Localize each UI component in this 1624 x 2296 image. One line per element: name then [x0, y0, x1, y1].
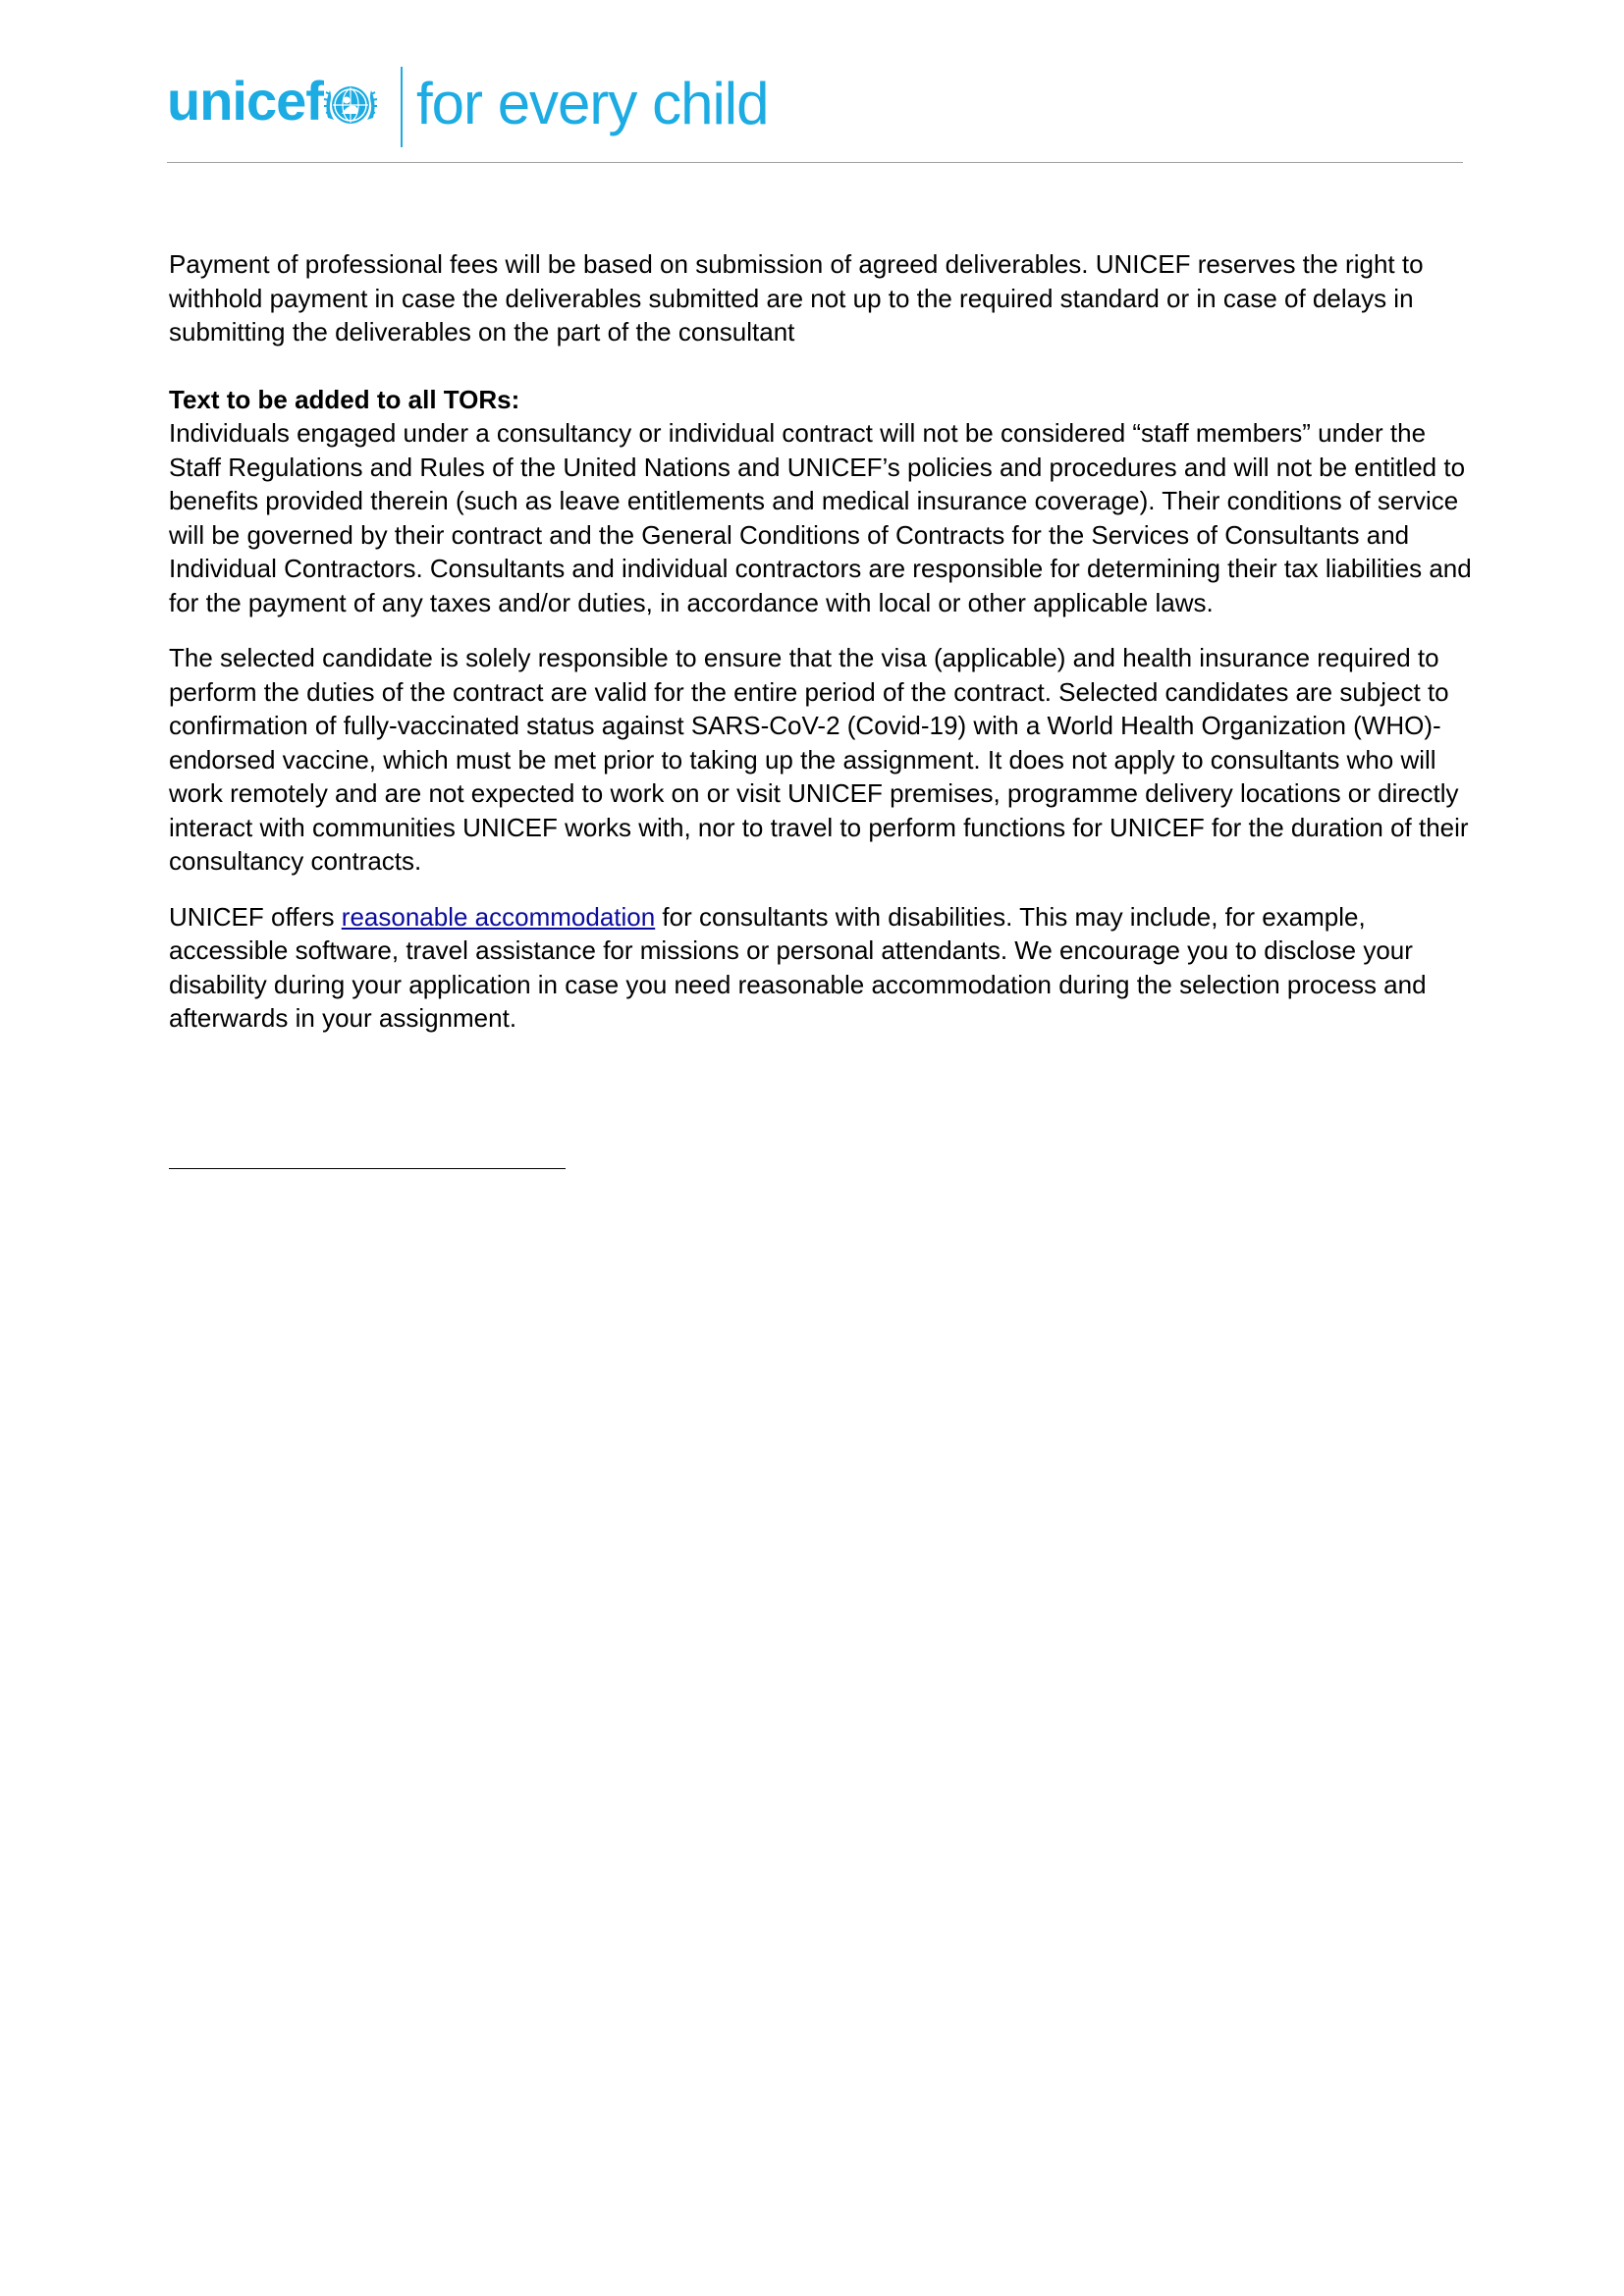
section-heading: Text to be added to all TORs:: [169, 384, 520, 414]
visa-vaccination-paragraph: The selected candidate is solely responsible to ensure that the visa (applicable) and health insurance required to perform the duties of the contract are valid for the entire period of the contract. Selected candidates are subject to confirmation of fully-vaccinated status against SARS-CoV-2 (Covid-19) with a World Health Organization (WHO)-endorsed vaccine, which must be met prior to taking up the assignment. It does not apply to consultants who will work remotely and are not expected to work on or visit UNICEF premises, programme delivery locations or directly interact with communities UNICEF works with, nor to travel to perform functions for UNICEF for the duration of their consultancy contracts.: [169, 643, 1469, 876]
accommodation-prefix: UNICEF offers: [169, 901, 342, 932]
un-emblem-icon: [320, 75, 381, 135]
accommodation-paragraph: [169, 900, 1475, 1036]
tagline: for every child: [416, 71, 769, 136]
page-header: [167, 63, 1463, 151]
header-divider: [401, 67, 403, 147]
staff-status-paragraph: Individuals engaged under a consultancy or individual contract will not be considered “staff members” under the Staff Regulations and Rules of the United Nations and UNICEF’s policies and procedures and will not be entitled to benefits provided therein (such as leave entitlements and medical insurance coverage). Their conditions of service will be governed by their contract and the General Conditions of Contracts for the Services of Consultants and Individual Contractors. Consultants and individual contractors are responsible for determining their tax liabilities and for the payment of any taxes and/or duties, in accordance with local or other applicable laws.: [169, 418, 1472, 617]
footnote-separator: [169, 1168, 566, 1169]
unicef-logo-text: unicef: [167, 70, 323, 132]
document-body: [169, 247, 1475, 1036]
accommodation-suffix: for consultants with disabilities. This may include, for example, accessible software, travel assistance for missions or personal attendants. We encourage you to disclose your disability during your application in case you need reasonable accommodation during the selection process and afterwards in your assignment.: [169, 901, 1427, 1033]
reasonable-accommodation-link[interactable]: reasonable accommodation: [341, 901, 656, 932]
header-rule: [167, 162, 1463, 163]
payment-paragraph: Payment of professional fees will be based on submission of agreed deliverables. UNICEF reserves the right to withhold payment in case the deliverables submitted are not up to the required standard or in case of delays in submitting the deliverables on the part of the consultant: [169, 249, 1424, 347]
